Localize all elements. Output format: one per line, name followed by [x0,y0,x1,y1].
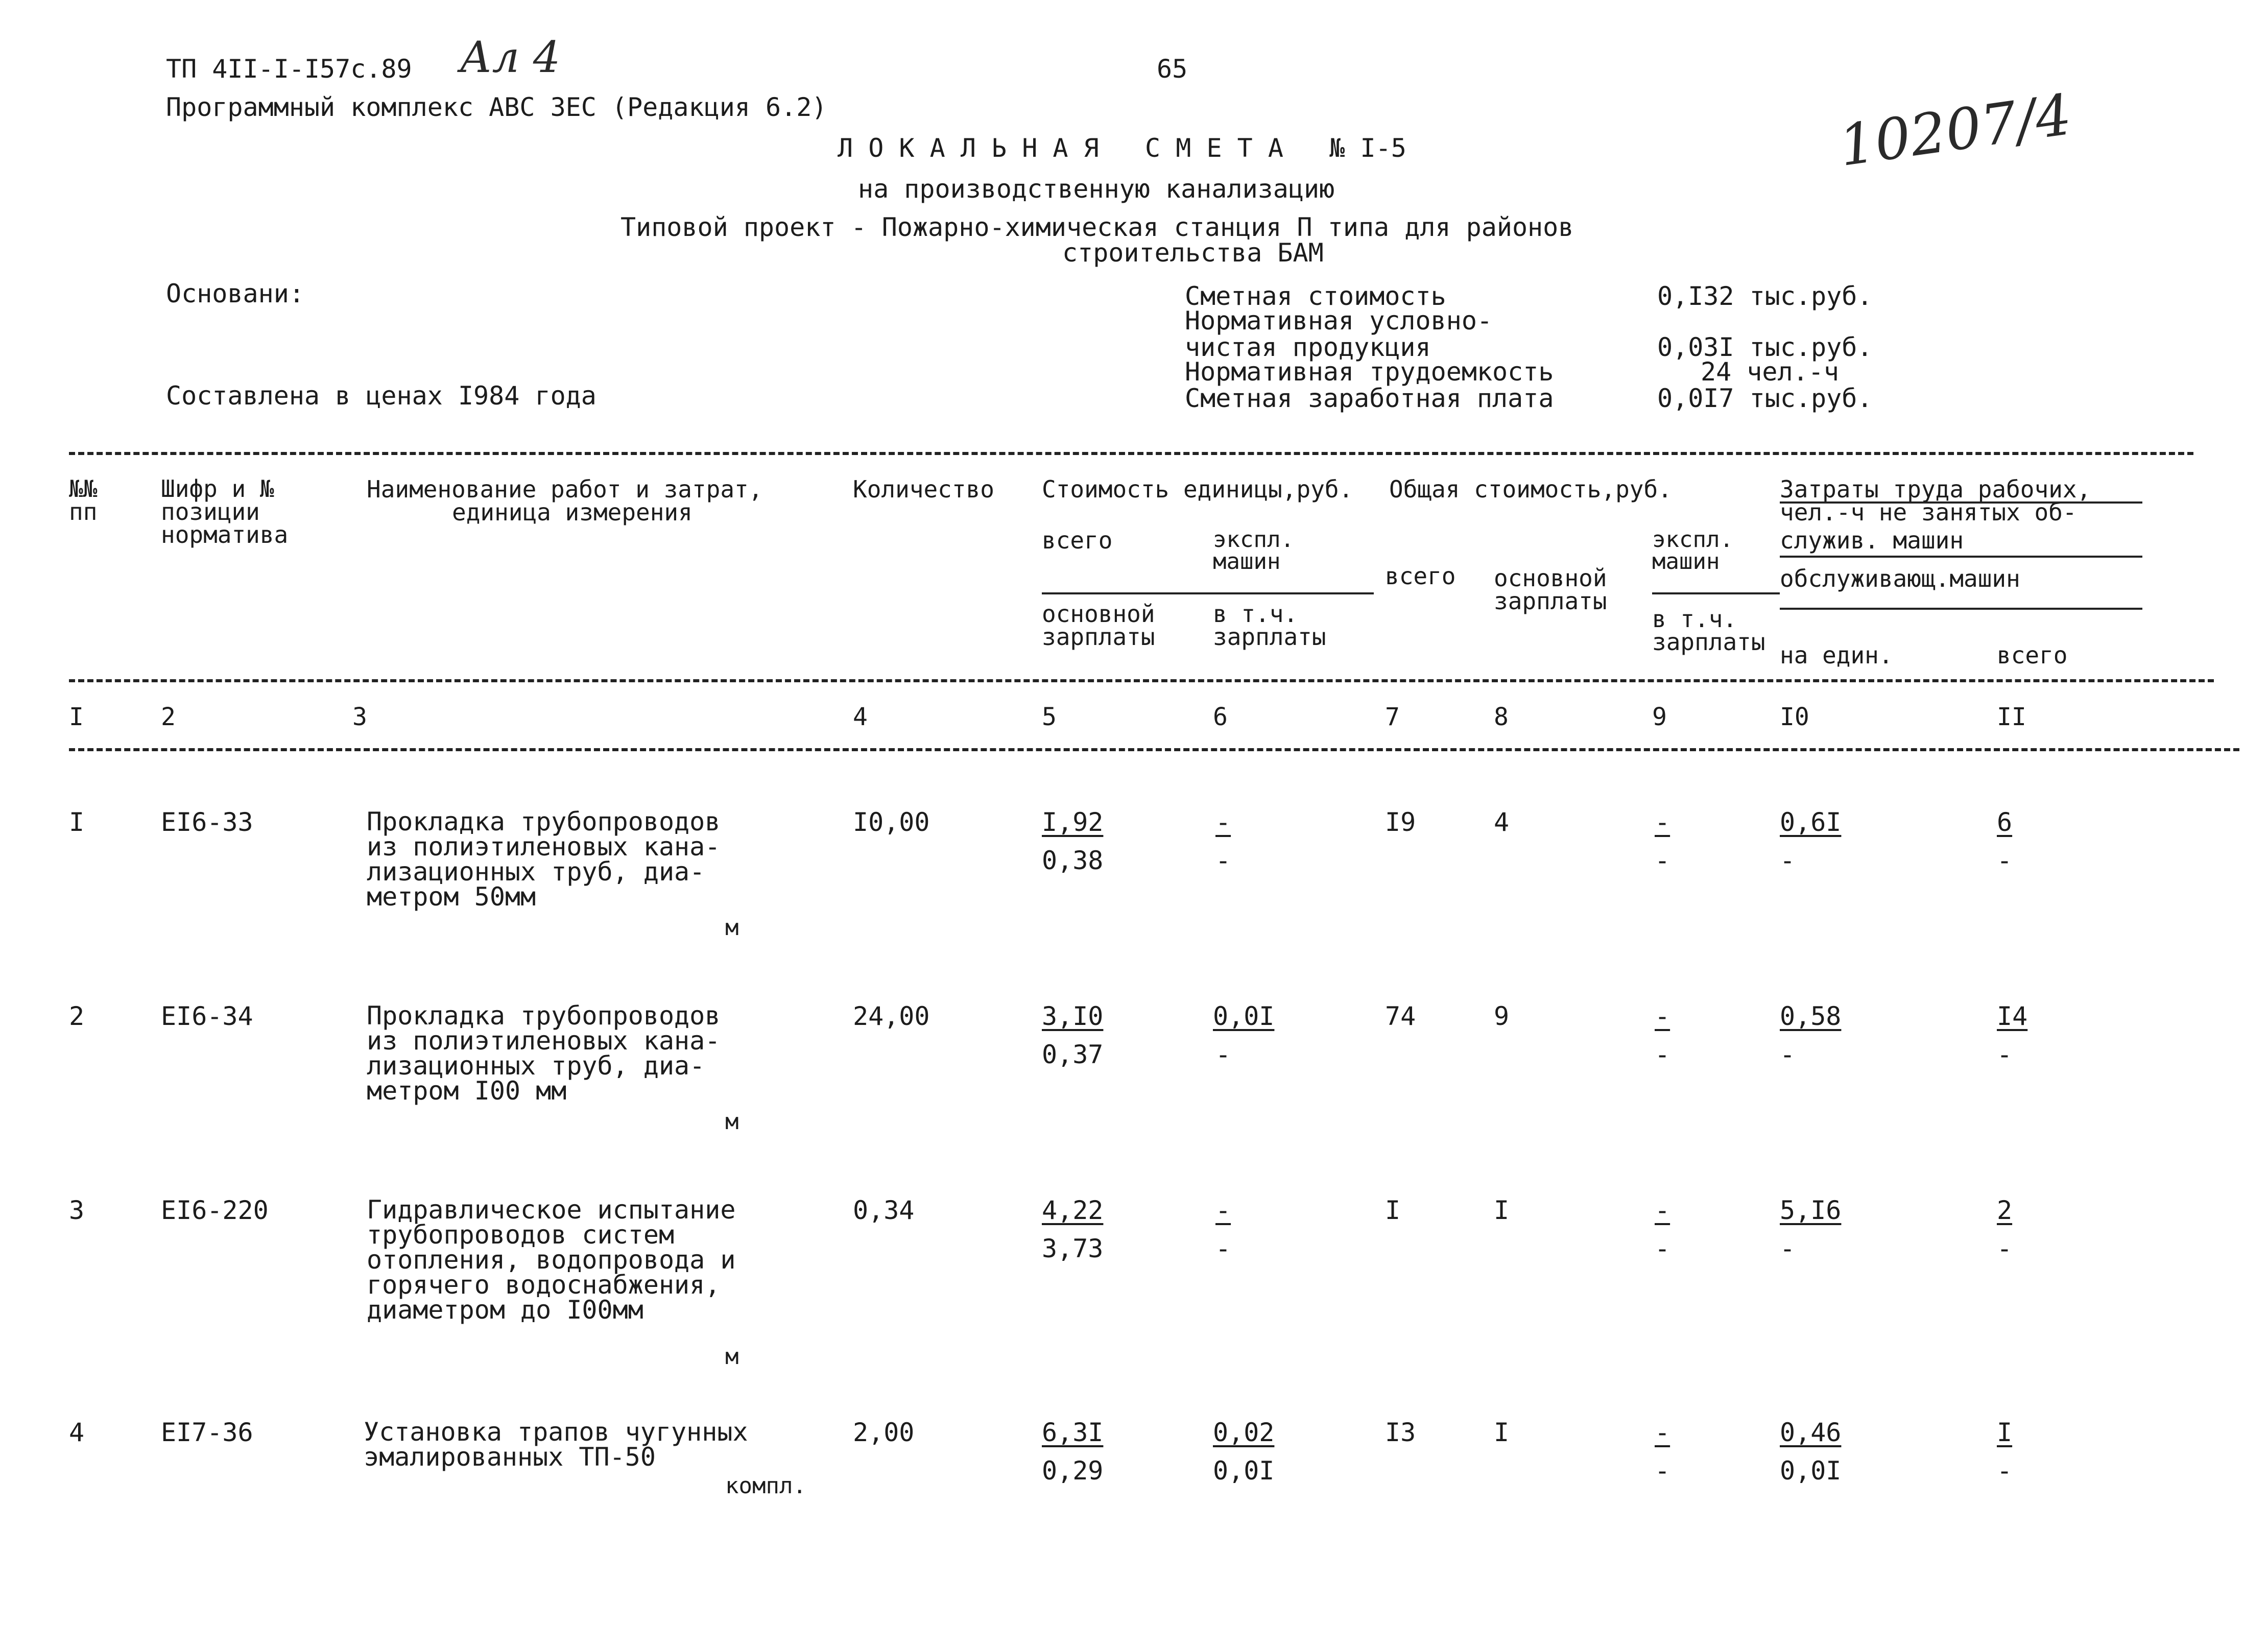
col-number-2: 2 [161,703,176,731]
row-c6-top: 0,0I [1213,1001,1275,1031]
col-header-vsego-11: всего [1997,641,2068,669]
row-c10-top: 0,6I [1780,807,1842,837]
row-unit: м [725,1109,739,1135]
summary-wage-value: 0,0I7 тыс.руб. [1657,384,1873,413]
summary-wage-label: Сметная заработная плата [1185,384,1554,413]
row-c9-top: - [1655,1195,1670,1225]
row-name: Прокладка трубопроводов из полиэтиленовых кана- лизационных труб, диа- метром I00 мм [367,1001,721,1106]
summary-cost-value: 0,I32 тыс.руб. [1657,281,1873,311]
row-code: EI6-33 [161,807,253,837]
col-header-total-cost: Общая стоимость,руб. [1389,475,1672,503]
document-code: ТП 4II-I-I57с.89 [166,54,412,84]
col-header-vtch-9: в т.ч. зарплаты [1652,605,1765,656]
summary-product-label-1: Нормативная условно- [1185,306,1493,336]
row-c11-bottom: - [1997,1040,2013,1069]
row-name: Установка трапов чугунных эмалированных ТП-50 [364,1417,748,1472]
document-subtitle: на производственную канализацию [858,174,1335,204]
row-c11-top: I4 [1997,1001,2028,1031]
row-code: EI6-220 [161,1195,269,1225]
page-number: 65 [1157,54,1188,84]
row-c6-top: - [1215,1195,1231,1225]
col-header-vsego-7: всего [1385,562,1456,590]
row-unit: м [725,1344,739,1370]
summary-product-label-2: чистая продукция [1185,332,1431,362]
col-number-8: 8 [1494,703,1509,731]
labor-header-rule-2 [1780,608,2142,610]
row-quantity: I0,00 [853,807,930,837]
unit-cost-split-rule [1042,592,1374,594]
col-header-labor-4: обслуживающ.машин [1780,565,2020,592]
col-number-9: 9 [1652,703,1667,731]
row-c11-bottom: - [1997,1456,2013,1486]
row-c9-bottom: - [1655,1456,1670,1486]
row-c5-top: 6,3I [1042,1418,1104,1447]
col-number-6: 6 [1213,703,1228,731]
summary-labor-label: Нормативная трудоемкость [1185,357,1554,387]
row-c9-bottom: - [1655,1040,1670,1069]
handwritten-mark: Ал 4 [460,32,561,82]
row-c11-top: 6 [1997,807,2013,837]
row-c9-bottom: - [1655,1234,1670,1263]
row-c6-top: 0,02 [1213,1418,1275,1447]
col-header-labor-1: Затраты труда рабочих, [1780,475,2091,503]
row-code: EI7-36 [161,1418,253,1447]
software-line: Программный комплекс АВС 3ЕС (Редакция 6.2) [166,92,827,122]
row-c5-bottom: 0,37 [1042,1040,1104,1069]
col-number-10: I0 [1780,703,1809,731]
document-title: Л О К А Л Ь Н А Я С М Е Т А № I-5 [838,133,1406,163]
summary-labor-value: 24 чел.-ч [1701,357,1839,387]
row-c9-top: - [1655,1001,1670,1031]
row-unit: м [725,915,739,941]
row-c6-top: - [1215,807,1231,837]
col-number-5: 5 [1042,703,1057,731]
row-c6-bottom: - [1215,1234,1231,1263]
row-c5-top: I,92 [1042,807,1104,837]
col-header-vtch-6: в т.ч. зарплаты [1213,600,1326,651]
col-header-unit-cost: Стоимость единицы,руб. [1042,475,1353,503]
row-c8: I [1494,1195,1510,1225]
header-top-rule [69,452,2193,455]
summary-cost-label: Сметная стоимость [1185,281,1446,311]
prices-note: Составлена в ценах I984 года [166,381,596,411]
col-number-1: I [69,703,84,731]
expl-split-rule-9 [1652,592,1780,594]
col-number-4: 4 [853,703,868,731]
col-header-name-1: Наименование работ и затрат, [367,475,763,503]
row-c5-top: 3,I0 [1042,1001,1104,1031]
header-mid-rule [69,679,2214,682]
row-number: 3 [69,1195,85,1225]
row-c10-top: 5,I6 [1780,1195,1842,1225]
row-c10-bottom: - [1780,1234,1796,1263]
header-bottom-rule [69,748,2239,751]
row-c8: I [1494,1418,1510,1447]
col-number-7: 7 [1385,703,1400,731]
row-c11-top: 2 [1997,1195,2013,1225]
row-c6-bottom: - [1215,1040,1231,1069]
row-c7: I3 [1385,1418,1416,1447]
row-c5-bottom: 0,38 [1042,846,1104,875]
row-quantity: 2,00 [853,1418,915,1447]
row-quantity: 24,00 [853,1001,930,1031]
row-number: 4 [69,1418,85,1447]
row-name: Прокладка трубопроводов из полиэтиленовых кана- лизационных труб, диа- метром 50мм [367,807,721,912]
row-c7: I [1385,1195,1401,1225]
row-c9-bottom: - [1655,846,1670,875]
col-header-expl-6: экспл. машин [1213,527,1294,575]
row-c5-bottom: 3,73 [1042,1234,1104,1263]
row-c8: 4 [1494,807,1510,837]
col-number-11: II [1997,703,2026,731]
row-c5-bottom: 0,29 [1042,1456,1104,1486]
summary-product-value: 0,03I тыс.руб. [1657,332,1873,362]
row-unit: компл. [725,1473,806,1499]
labor-header-rule-1 [1780,556,2142,558]
col-number-3: 3 [352,703,367,731]
col-header-number: №№ пп [69,475,98,526]
row-number: I [69,807,85,837]
col-header-quantity: Количество [853,475,994,503]
row-name: Гидравлическое испытание трубопроводов систем отопления, водопровода и горячего водоснабжения, диаметром до I00мм [367,1195,736,1325]
col-header-expl-9: экспл. машин [1652,527,1733,575]
row-c6-bottom: 0,0I [1213,1456,1275,1486]
row-c8: 9 [1494,1001,1510,1031]
row-c10-bottom: - [1780,1040,1796,1069]
row-c10-top: 0,58 [1780,1001,1842,1031]
row-c9-top: - [1655,1418,1670,1447]
row-c10-bottom: 0,0I [1780,1456,1842,1486]
row-c5-top: 4,22 [1042,1195,1104,1225]
project-line-1: Типовой проект - Пожарно-химическая станция П типа для районов [620,212,1574,242]
row-c11-bottom: - [1997,846,2013,875]
row-c11-bottom: - [1997,1234,2013,1263]
row-quantity: 0,34 [853,1195,915,1225]
row-c10-bottom: - [1780,846,1796,875]
row-c10-top: 0,46 [1780,1418,1842,1447]
basis-label: Основани: [166,279,304,308]
row-c6-bottom: - [1215,846,1231,875]
labor-header-rule-upper [1780,501,2142,504]
row-number: 2 [69,1001,85,1031]
row-c7: 74 [1385,1001,1416,1031]
col-header-na-edin: на един. [1780,641,1893,669]
row-c11-top: I [1997,1418,2013,1447]
col-header-labor-2: чел.-ч не занятых об- [1780,498,2077,526]
col-header-osnovnoy-5: основной зарплаты [1042,600,1155,651]
project-line-2: строительства БАМ [1062,238,1324,268]
col-header-osnovnoy-8: основной зарплаты [1494,564,1607,615]
registration-number: 10207/4 [1835,81,2075,179]
row-c7: I9 [1385,807,1416,837]
col-header-labor-3: служив. машин [1780,527,1964,554]
col-header-name-2: единица измерения [452,498,693,526]
row-c9-top: - [1655,807,1670,837]
col-header-code: Шифр и № позиции норматива [161,475,289,549]
row-code: EI6-34 [161,1001,253,1031]
col-header-vsego-5: всего [1042,527,1113,554]
